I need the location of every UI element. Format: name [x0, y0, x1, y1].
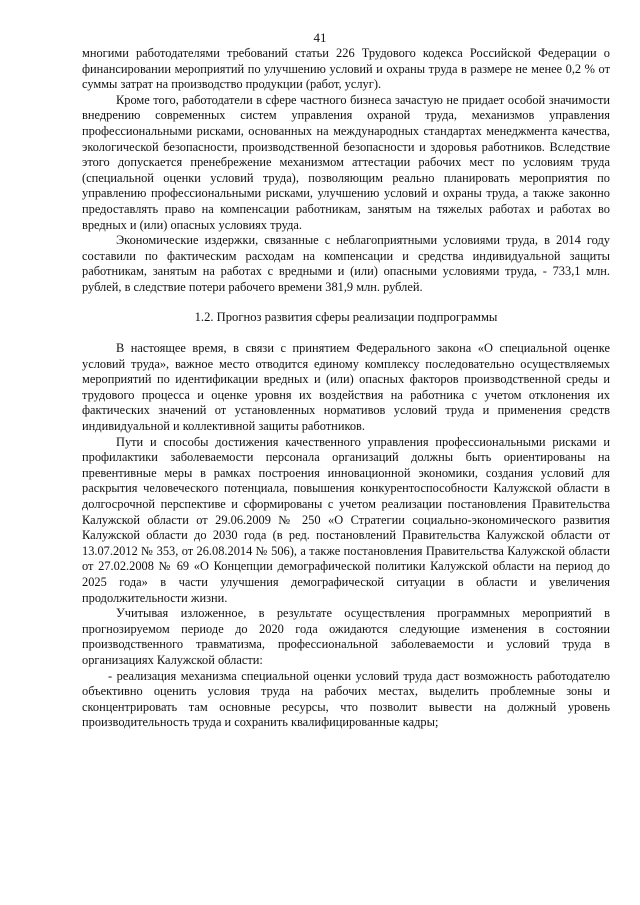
document-body — [82, 46, 610, 731]
section-heading: 1.2. Прогноз развития сферы реализации подпрограммы — [194, 309, 498, 324]
paragraph-continued: многими работодателями требований статьи 226 Трудового кодекса Российской Федерации о финансировании мероприятий по улучшению условий и охраны труда в размере не менее 0,2 % от суммы затрат на производство продукции (работ, услуг). — [82, 46, 610, 92]
paragraph-special-assessment: В настоящее время, в связи с принятием Федерального закона «О специальной оценке условий труда», важное место отводится единому комплексу последовательно осуществляемых мероприятий по идентификации вредных и (или) опасных факторов производственной среды и трудового процесса и оценке уровня их воздействия на работника с учетом отклонения их фактических значений от установленных нормативов условий труда и применения средств индивидуальной и коллективной защиты работников. — [82, 341, 610, 434]
paragraph-private-business: Кроме того, работодатели в сфере частного бизнеса зачастую не придает особой значимости внедрению современных систем управления охраной труда, механизмов управления профессиональными рисками, основанных на международных стандартах менеджмента качества, экологической безопасности, производственной безопасности и здоровья работников. Вследствие этого допускается пренебрежение механизмом аттестации рабочих мест по условиям труда (специальной оценки условий труда), позволяющим реально планировать мероприятия по управлению профессиональными рисками, улучшению условий и охраны труда, а также законно предоставлять право на компенсации работникам, занятым на тяжелых работах и работах во вредных и (или) опасных условиях труда. — [82, 92, 610, 232]
paragraph-economic-costs: Экономические издержки, связанные с неблагоприятными условиями труда, в 2014 году составили по фактическим расходам на компенсации и средства индивидуальной защиты работникам, занятым на работах с вредными и (или) опасными условиями труда, - 733,1 млн. рублей, в следствие потери рабочего времени 381,9 млн. рублей. — [82, 233, 610, 294]
paragraph-risk-management: Пути и способы достижения качественного управления профессиональными рисками и профилактики заболеваемости персонала организаций должны быть ориентированы на превентивные меры в рамках построения инновационной экономики, создания условий для раскрытия человеческого потенциала, повышения конкурентоспособности Калужской области в долгосрочной перспективе и сформированы с учетом реализации постановления Правительства Калужской области от 29.06.2009 № 250 «О Стратегии социально-экономического развития Калужской области до 2030 года (в ред. постановлений Правительства Калужской области от 13.07.2012 № 353, от 26.08.2014 № 506), а также постановления Правительства Калужской области от 27.02.2008 № 69 «О Концепции демографической политики Калужской области на период до 2025 года» в части улучшения демографической ситуации в области и увеличения продолжительности жизни. — [82, 434, 610, 605]
paragraph-expected-changes: Учитывая изложенное, в результате осуществления программных мероприятий в прогнозируемом периоде до 2020 года ожидаются следующие изменения в состоянии производственного травматизма, профессиональной заболеваемости и условий труда в организациях Калужской области: — [82, 606, 610, 667]
list-item: - реализация механизма специальной оценки условий труда даст возможность работодателю объективно оценить условия труда на рабочих местах, выделить проблемные зоны и сконцентрировать там основные ресурсы, что позволит вывести на должный уровень производительность труда и сохранить квалифицированные кадры; — [82, 668, 610, 730]
page-number: 41 — [313, 30, 327, 45]
